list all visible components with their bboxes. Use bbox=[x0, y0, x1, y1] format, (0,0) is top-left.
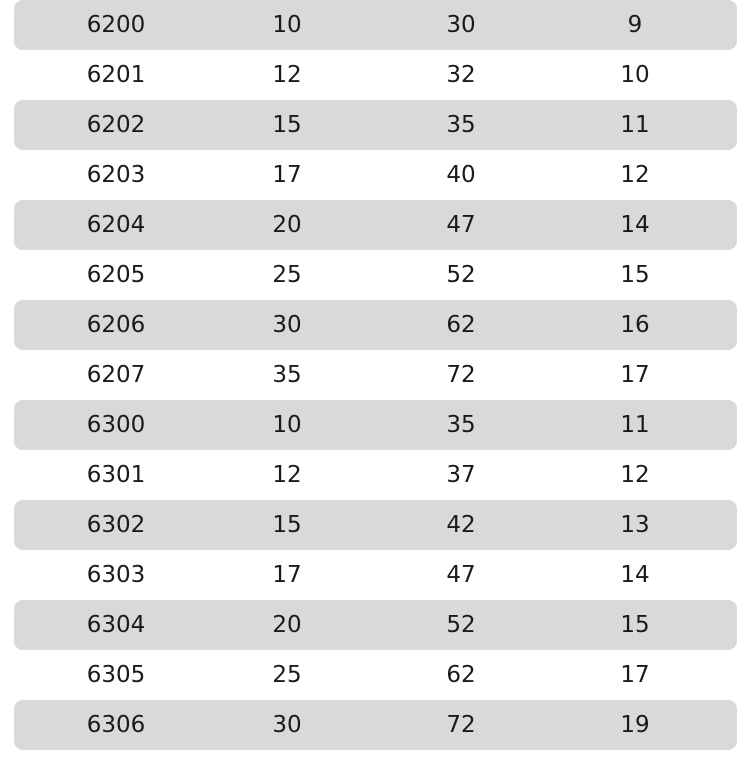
table-row bbox=[14, 350, 737, 400]
table-cell: 10 bbox=[272, 412, 302, 438]
table-cell: 32 bbox=[446, 62, 476, 88]
table-row bbox=[14, 250, 737, 300]
table-row bbox=[14, 100, 737, 150]
table-cell: 62 bbox=[446, 662, 476, 688]
table-cell: 20 bbox=[272, 612, 302, 638]
table-cell-model: 6303 bbox=[86, 562, 146, 588]
table-cell-model: 6206 bbox=[86, 312, 146, 338]
table-cell: 25 bbox=[272, 262, 302, 288]
table-row bbox=[14, 150, 737, 200]
table-cell: 9 bbox=[627, 12, 643, 38]
table-row bbox=[14, 0, 737, 50]
table-cell: 25 bbox=[272, 662, 302, 688]
table-cell: 30 bbox=[272, 312, 302, 338]
table-row bbox=[14, 700, 737, 750]
table-cell: 72 bbox=[446, 362, 476, 388]
table-cell-model: 6205 bbox=[86, 262, 146, 288]
table-cell-model: 6306 bbox=[86, 712, 146, 738]
table-cell: 30 bbox=[272, 712, 302, 738]
table-cell: 17 bbox=[272, 562, 302, 588]
table-cell: 17 bbox=[272, 162, 302, 188]
table-cell: 47 bbox=[446, 212, 476, 238]
table-row bbox=[14, 650, 737, 700]
table-cell-model: 6301 bbox=[86, 462, 146, 488]
table-cell: 10 bbox=[620, 62, 650, 88]
table-cell: 19 bbox=[620, 712, 650, 738]
table-cell-model: 6207 bbox=[86, 362, 146, 388]
table-cell: 15 bbox=[272, 512, 302, 538]
table-row bbox=[14, 500, 737, 550]
table-cell: 10 bbox=[272, 12, 302, 38]
table-cell: 17 bbox=[620, 362, 650, 388]
table-cell-model: 6203 bbox=[86, 162, 146, 188]
table-cell: 72 bbox=[446, 712, 476, 738]
table-row bbox=[14, 450, 737, 500]
table-cell-model: 6200 bbox=[86, 12, 146, 38]
table-cell-model: 6304 bbox=[86, 612, 146, 638]
table-cell: 52 bbox=[446, 262, 476, 288]
table-cell: 11 bbox=[620, 112, 650, 138]
bearing-size-table bbox=[14, 0, 737, 750]
table-cell: 35 bbox=[446, 412, 476, 438]
table-cell: 15 bbox=[620, 612, 650, 638]
table-cell: 47 bbox=[446, 562, 476, 588]
table-cell: 15 bbox=[272, 112, 302, 138]
table-cell-model: 6204 bbox=[86, 212, 146, 238]
table-cell: 16 bbox=[620, 312, 650, 338]
table-row bbox=[14, 300, 737, 350]
table-cell: 14 bbox=[620, 562, 650, 588]
table-cell: 17 bbox=[620, 662, 650, 688]
table-cell: 15 bbox=[620, 262, 650, 288]
table-cell: 12 bbox=[272, 462, 302, 488]
table-cell: 35 bbox=[272, 362, 302, 388]
table-cell-model: 6302 bbox=[86, 512, 146, 538]
table-cell: 20 bbox=[272, 212, 302, 238]
table-cell: 12 bbox=[620, 162, 650, 188]
table-cell: 12 bbox=[620, 462, 650, 488]
table-row bbox=[14, 50, 737, 100]
table-cell-model: 6202 bbox=[86, 112, 146, 138]
table-cell: 62 bbox=[446, 312, 476, 338]
table-row bbox=[14, 550, 737, 600]
table-cell: 37 bbox=[446, 462, 476, 488]
table-cell-model: 6300 bbox=[86, 412, 146, 438]
table-cell: 42 bbox=[446, 512, 476, 538]
table-cell-model: 6305 bbox=[86, 662, 146, 688]
table-row bbox=[14, 600, 737, 650]
table-cell: 14 bbox=[620, 212, 650, 238]
table-cell: 13 bbox=[620, 512, 650, 538]
table-cell: 40 bbox=[446, 162, 476, 188]
table-cell: 12 bbox=[272, 62, 302, 88]
table-cell: 30 bbox=[446, 12, 476, 38]
table-cell-model: 6201 bbox=[86, 62, 146, 88]
table-cell: 52 bbox=[446, 612, 476, 638]
table-cell: 11 bbox=[620, 412, 650, 438]
table-row bbox=[14, 400, 737, 450]
table-cell: 35 bbox=[446, 112, 476, 138]
table-row bbox=[14, 200, 737, 250]
